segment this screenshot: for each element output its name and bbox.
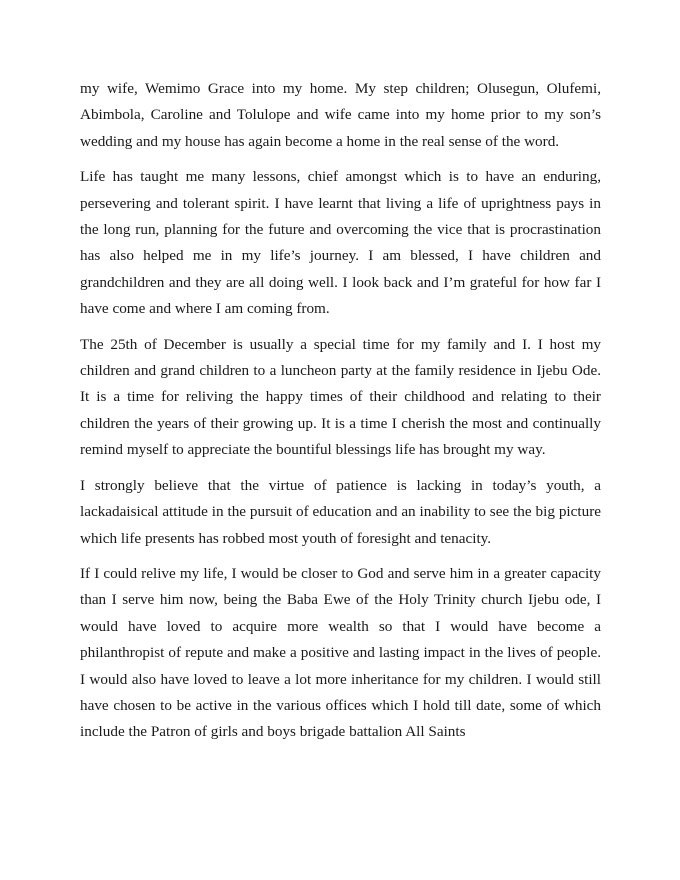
- paragraph-3: The 25th of December is usually a special time for my family and I. I host my children and grand children to a luncheon party at the family residence in Ijebu Ode. It is a time for reliving the happy times of their childhood and relating to their children the years of their growing up. It is a time I cherish the most and continually remind myself to appreciate the bountiful blessings life has brought my way.: [80, 335, 601, 459]
- document-page: [80, 76, 601, 755]
- paragraph-2: Life has taught me many lessons, chief amongst which is to have an enduring, persevering and tolerant spirit. I have learnt that living a life of uprightness pays in the long run, planning for the future and overcoming the vice that is procrastination has also helped me in my life’s journey. I am blessed, I have children and grandchildren and they are all doing well. I look back and I’m grateful for how far I have come and where I am coming from.: [80, 168, 601, 318]
- paragraph-5: If I could relive my life, I would be closer to God and serve him in a greater capacity than I serve him now, being the Baba Ewe of the Holy Trinity church Ijebu ode, I would have loved to acquire more wealth so that I would have become a philanthropist of repute and make a positive and lasting impact in the lives of people. I would also have loved to leave a lot more inheritance for my children. I would still have chosen to be active in the various offices which I hold till date, some of which include the Patron of girls and boys brigade battalion All Saints: [80, 564, 601, 741]
- paragraph-1: my wife, Wemimo Grace into my home. My step children; Olusegun, Olufemi, Abimbola, Caroline and Tolulope and wife came into my home prior to my son’s wedding and my house has again become a home in the real sense of the word.: [80, 80, 601, 150]
- paragraph-4: I strongly believe that the virtue of patience is lacking in today’s youth, a lackadaisical attitude in the pursuit of education and an inability to see the big picture which life presents has robbed most youth of foresight and tenacity.: [80, 476, 601, 547]
